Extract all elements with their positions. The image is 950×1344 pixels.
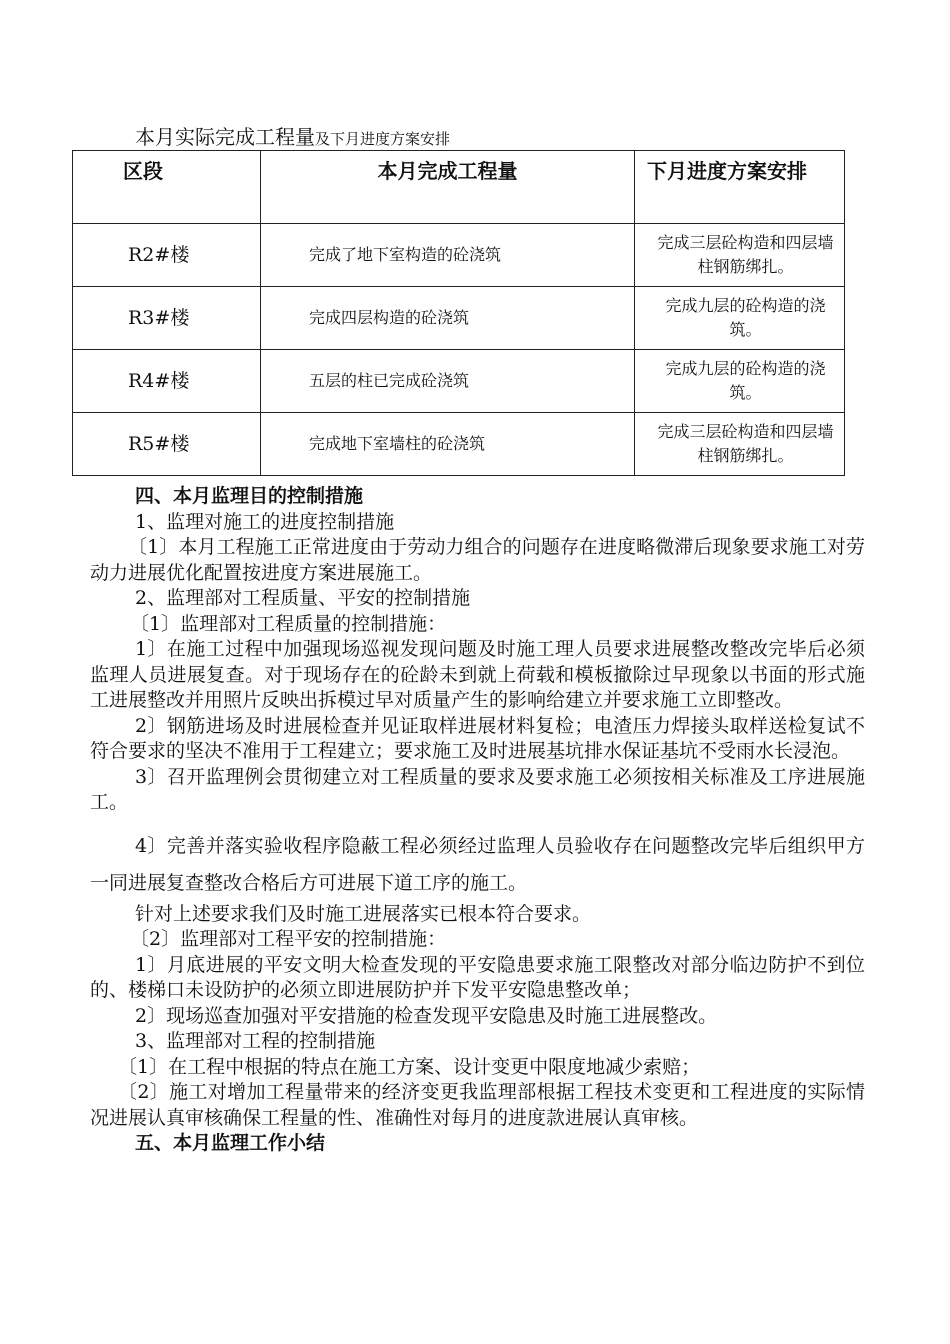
table-row bbox=[73, 224, 845, 287]
cell-done: 五层的柱已完成砼浇筑 bbox=[261, 350, 635, 413]
cell-plan: 完成三层砼构造和四层墙柱钢筋绑扎。 bbox=[635, 224, 845, 287]
table-row bbox=[73, 350, 845, 413]
table-row bbox=[73, 413, 845, 476]
cost-item-1: 〔1〕在工程中根据的特点在施工方案、设计变更中限度地减少索赔； bbox=[118, 1055, 701, 1078]
table-header-row bbox=[73, 151, 845, 224]
cell-zone: R5#楼 bbox=[73, 413, 261, 476]
caption-main: 本月实际完成工程量 bbox=[135, 125, 315, 149]
subsection-4-1: 1、监理对施工的进度控制措施 bbox=[135, 510, 395, 533]
table-row bbox=[73, 287, 845, 350]
cell-done: 完成了地下室构造的砼浇筑 bbox=[261, 224, 635, 287]
subsection-quality: 〔1〕监理部对工程质量的控制措施： bbox=[130, 612, 447, 635]
subsection-4-3: 3、监理部对工程的控制措施 bbox=[135, 1030, 376, 1052]
subsection-safety: 〔2〕监理部对工程平安的控制措施： bbox=[130, 928, 447, 950]
cell-plan: 完成三层砼构造和四层墙柱钢筋绑扎。 bbox=[635, 413, 845, 476]
caption-sub: 及下月进度方案安排 bbox=[315, 130, 451, 148]
section-4-heading: 四、本月监理目的控制措施 bbox=[135, 485, 364, 507]
header-done: 本月完成工程量 bbox=[261, 151, 635, 224]
table-caption bbox=[135, 124, 450, 152]
quality-summary: 针对上述要求我们及时施工进展落实已根本符合要求。 bbox=[135, 902, 592, 925]
safety-item-1: 1〕月底进展的平安文明大检查发现的平安隐患要求施工限整改对部分临边防护不到位的、楼梯口未设防护的必须立即进展防护并下发平安隐患整改单； bbox=[90, 953, 865, 1001]
quality-item-1: 1〕在施工过程中加强现场巡视发现问题及时施工理人员要求进展整改整改完毕后必须监理人员进展复查。对于现场存在的砼龄未到就上荷载和模板撤除过早现象以书面的形式施工进展整改并用照片反映出拆模过早对质量产生的影响给建立并要求施工立即整改。 bbox=[90, 638, 865, 711]
cell-zone: R4#楼 bbox=[73, 350, 261, 413]
cell-done: 完成地下室墙柱的砼浇筑 bbox=[261, 413, 635, 476]
safety-item-2: 2〕现场巡查加强对平安措施的检查发现平安隐患及时施工进展整改。 bbox=[135, 1004, 718, 1027]
quality-item-2: 2〕钢筋进场及时进展检查并见证取样进展材料复检；电渣压力焊接头取样送检复试不符合要求的坚决不准用于工程建立；要求施工及时进展基坑排水保证基坑不受雨水长浸泡。 bbox=[90, 714, 865, 762]
cell-zone: R3#楼 bbox=[73, 287, 261, 350]
report-body bbox=[90, 484, 865, 1157]
cell-plan: 完成九层的砼构造的浇筑。 bbox=[635, 287, 845, 350]
header-plan: 下月进度方案安排 bbox=[635, 151, 845, 224]
cost-item-2: 〔2〕施工对增加工程量带来的经济变更我监理部根据工程技术变更和工程进度的实际情况进展认真审核确保工程量的性、准确性对每月的进度款进展认真审核。 bbox=[90, 1081, 865, 1129]
quality-item-4: 4〕完善并落实验收程序隐蔽工程必须经过监理人员验收存在问题整改完毕后组织甲方一同进展复查整改合格后方可进展下道工序的施工。 bbox=[90, 834, 865, 894]
cell-done: 完成四层构造的砼浇筑 bbox=[261, 287, 635, 350]
quality-item-3: 3〕召开监理例会贯彻建立对工程质量的要求及要求施工必须按相关标准及工序进展施工。 bbox=[90, 765, 865, 813]
header-zone: 区段 bbox=[73, 151, 261, 224]
cell-zone: R2#楼 bbox=[73, 224, 261, 287]
progress-table bbox=[72, 150, 845, 476]
paragraph-schedule: 〔1〕本月工程施工正常进度由于劳动力组合的问题存在进度略微滞后现象要求施工对劳动力进展优化配置按进度方案进展施工。 bbox=[90, 536, 865, 584]
section-5-heading: 五、本月监理工作小结 bbox=[135, 1132, 326, 1154]
subsection-4-2: 2、监理部对工程质量、平安的控制措施 bbox=[135, 587, 471, 609]
cell-plan: 完成九层的砼构造的浇筑。 bbox=[635, 350, 845, 413]
